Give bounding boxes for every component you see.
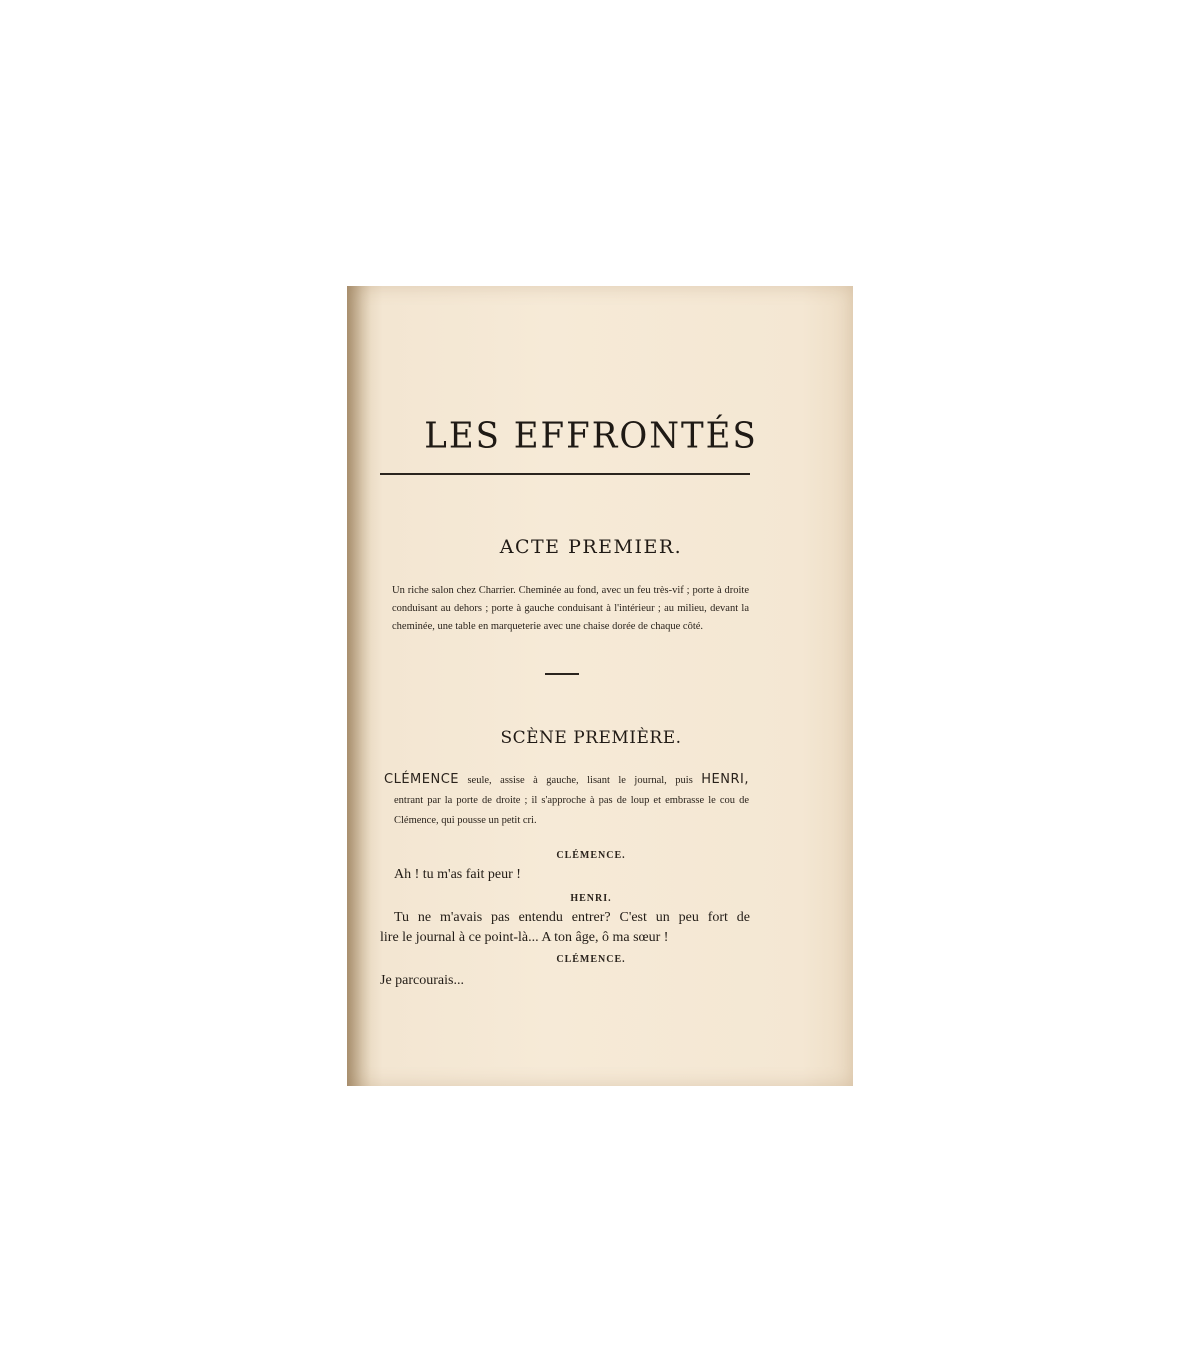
stage-direction: Un riche salon chez Charrier. Cheminée au fond, avec un feu très-vif ; porte à droite conduisant au dehors ; porte à gauche conduisant à l'intérieur ; au milieu, devant la cheminée, une table en marqueterie avec une chaise dorée de chaque côté. [392, 585, 749, 632]
dialogue-line: Je parcourais... [380, 973, 464, 988]
play-title: LES EFFRONTÉS [424, 415, 758, 457]
act-heading: ACTE PREMIER. [499, 536, 683, 558]
title-rule [380, 473, 750, 475]
cast-text: seule, assise à gauche, lisant le journal, puis [458, 775, 702, 786]
page-gutter-shadow [347, 286, 371, 1086]
section-dash [545, 673, 579, 675]
character-name-clemence: CLÉMENCE [384, 772, 459, 787]
cast-continuation: entrant par la porte de droite ; il s'approche à pas de loup et embrasse le cou de Clémence, qui pousse un petit cri. [394, 795, 749, 826]
speaker-label: HENRI. [570, 893, 612, 904]
scene-heading: SCÈNE PREMIÈRE. [500, 728, 682, 748]
dialogue-line: Tu ne m'avais pas entendu entrer? C'est un peu fort de [394, 910, 750, 925]
character-name-henri: HENRI, [701, 772, 749, 787]
dialogue-line: lire le journal à ce point-là... A ton âge, ô ma sœur ! [380, 930, 669, 945]
dialogue-line: Ah ! tu m'as fait peur ! [394, 867, 521, 882]
book-page [347, 286, 853, 1086]
cast-first-line [384, 770, 749, 791]
cast-description [384, 770, 749, 831]
speaker-label: CLÉMENCE. [556, 850, 626, 861]
speaker-label: CLÉMENCE. [556, 954, 626, 965]
